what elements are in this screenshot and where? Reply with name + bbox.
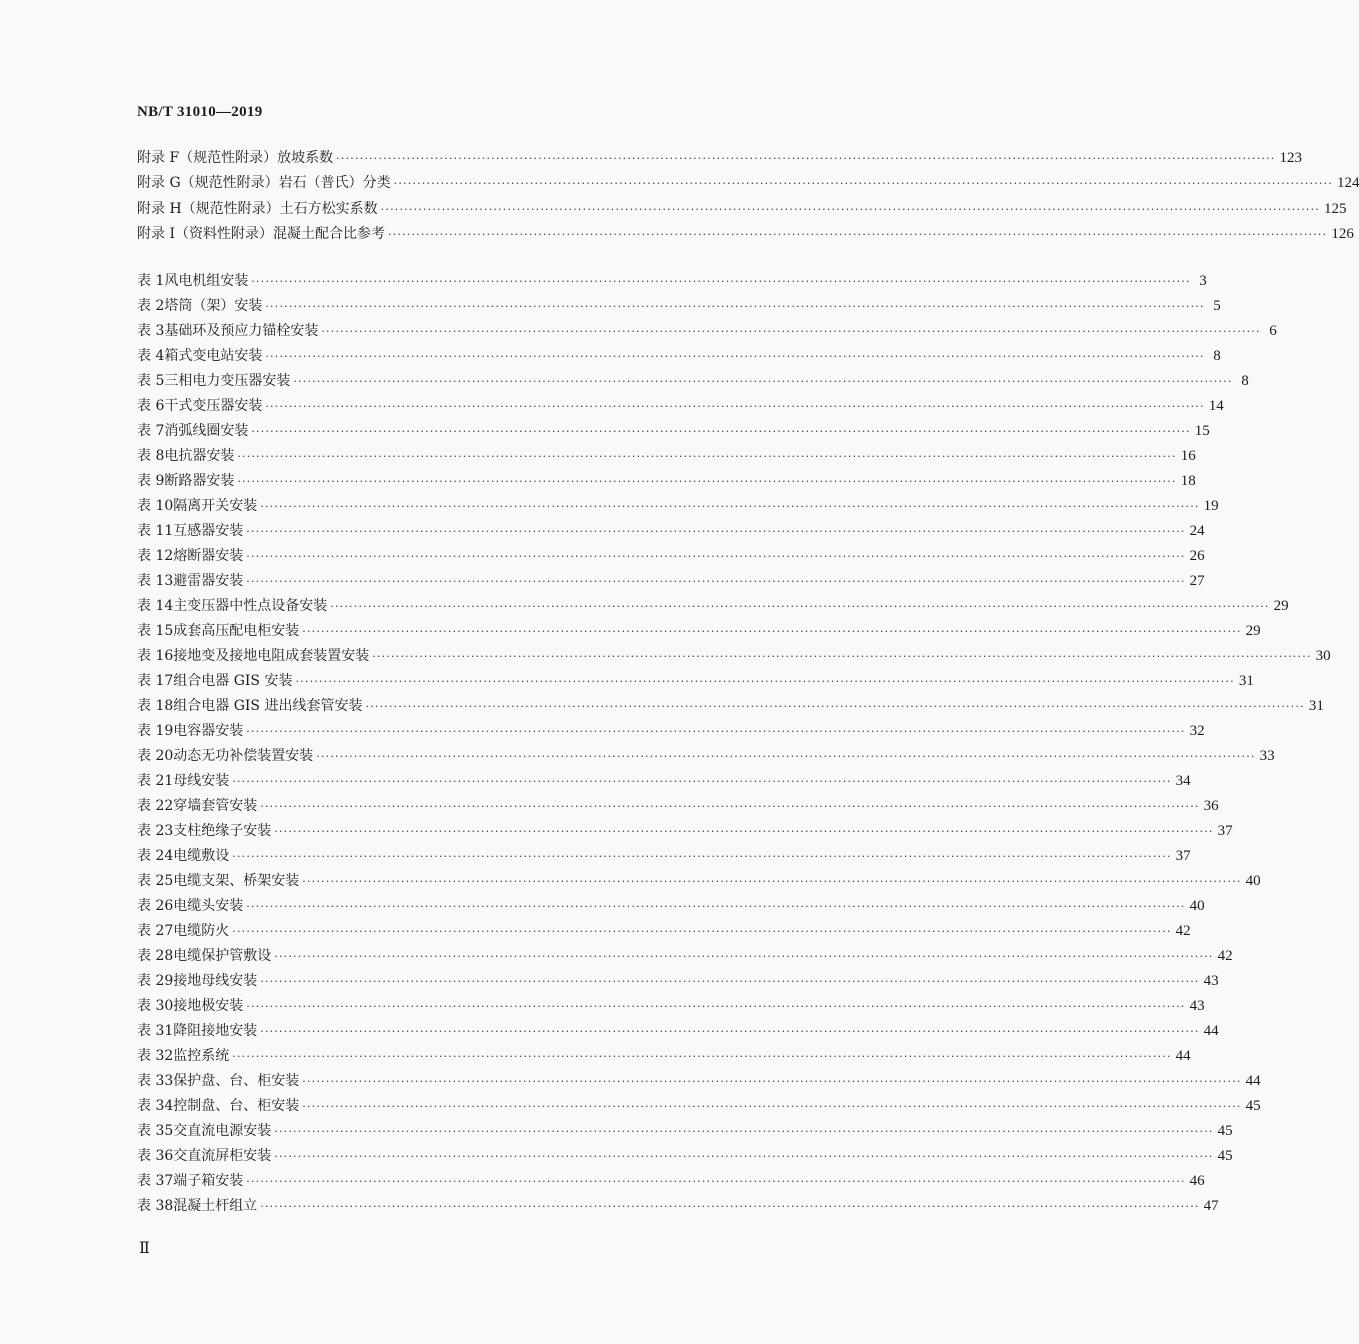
entry-title: 组合电器 GIS 安装 [173, 673, 293, 689]
entry-title: 基础环及预应力锚栓安装 [164, 323, 319, 339]
table-entry[interactable] [137, 894, 1205, 919]
entry-label: 表 4 [137, 348, 165, 364]
entry-title: 电缆支架、桥架安装 [173, 873, 300, 889]
dot-leader: ········································································································································································································ [260, 1200, 1200, 1213]
entry-label: 表 32 [137, 1048, 174, 1064]
dot-leader: ········································································································································································································ [246, 525, 1186, 538]
table-entry[interactable] [137, 344, 1221, 369]
table-entry[interactable] [137, 1094, 1261, 1119]
entry-page-number: 46 [1189, 1173, 1205, 1189]
entry-title: 穿墙套管安装 [173, 798, 258, 814]
entry-title: 降阻接地安装 [173, 1023, 258, 1039]
table-entry[interactable] [137, 394, 1224, 419]
entry-title: 干式变压器安装 [164, 398, 263, 414]
entry-page-number: 6 [1269, 323, 1277, 339]
table-entry[interactable] [137, 719, 1205, 744]
entry-page-number: 45 [1217, 1123, 1233, 1139]
entry-page-number: 36 [1203, 798, 1219, 814]
entry-label: 附录 I（资料性附录） [137, 225, 273, 242]
entry-page-number: 24 [1189, 523, 1205, 539]
entry-label: 表 37 [137, 1173, 174, 1189]
table-entry[interactable] [137, 569, 1205, 594]
table-entry[interactable] [137, 944, 1233, 969]
entry-page-number: 31 [1238, 673, 1254, 689]
dot-leader: ········································································································································································································ [330, 600, 1270, 613]
entry-title: 主变压器中性点设备安装 [173, 598, 328, 614]
dot-leader: ········································································································································································································ [260, 1025, 1200, 1038]
entry-title: 监控系统 [173, 1048, 230, 1064]
entry-page-number: 44 [1245, 1073, 1261, 1089]
entry-title: 电缆保护管敷设 [173, 948, 272, 964]
dot-leader: ········································································································································································································ [251, 425, 1191, 438]
entry-page-number: 43 [1189, 998, 1205, 1014]
table-entry[interactable] [137, 1194, 1219, 1219]
entry-title: 熔断器安装 [173, 548, 244, 564]
entry-page-number: 126 [1331, 225, 1354, 242]
entry-label: 表 23 [137, 823, 174, 839]
entry-label: 表 19 [137, 723, 174, 739]
dot-leader: ········································································································································································································ [246, 900, 1186, 913]
entry-title: 箱式变电站安装 [164, 348, 263, 364]
appendix-entry[interactable] [137, 197, 1347, 222]
table-entry[interactable] [137, 869, 1261, 894]
entry-label: 附录 F（规范性附录） [137, 150, 278, 166]
entry-title: 控制盘、台、柜安装 [173, 1098, 300, 1114]
dot-leader: ········································································································································································································ [302, 1075, 1242, 1088]
entry-label: 表 5 [137, 373, 165, 389]
dot-leader: ········································································································································································································ [251, 275, 1191, 288]
table-entry[interactable] [137, 744, 1275, 769]
entry-label: 附录 G（规范性附录） [137, 175, 279, 192]
entry-page-number: 26 [1189, 548, 1205, 564]
dot-leader: ········································································································································································································ [365, 700, 1305, 713]
table-entry[interactable] [137, 294, 1221, 319]
entry-label: 表 7 [137, 423, 165, 439]
entry-title: 塔筒（架）安装 [164, 298, 263, 314]
entry-page-number: 27 [1189, 573, 1205, 589]
dot-leader: ········································································································································································································ [302, 1100, 1242, 1113]
entry-label: 表 30 [137, 998, 174, 1014]
entry-title: 保护盘、台、柜安装 [173, 1073, 300, 1089]
table-entry[interactable] [137, 544, 1205, 569]
table-entry[interactable] [137, 669, 1254, 694]
table-entry[interactable] [137, 994, 1205, 1019]
entry-title: 岩石（普氏）分类 [278, 175, 391, 192]
dot-leader: ········································································································································································································ [372, 650, 1312, 663]
entry-title: 混凝土配合比参考 [272, 225, 385, 242]
entry-label: 表 11 [137, 523, 174, 539]
entry-title: 交直流屏柜安装 [173, 1148, 272, 1164]
entry-label: 表 25 [137, 873, 174, 889]
entry-title: 电缆防火 [173, 923, 230, 939]
entry-title: 动态无功补偿装置安装 [173, 748, 314, 764]
entry-title: 成套高压配电柜安装 [173, 623, 300, 639]
entry-page-number: 29 [1245, 623, 1261, 639]
entry-page-number: 45 [1217, 1148, 1233, 1164]
entry-page-number: 14 [1208, 398, 1224, 414]
entry-label: 表 10 [137, 498, 174, 514]
entry-title: 接地母线安装 [173, 973, 258, 989]
table-entry[interactable] [137, 319, 1277, 344]
dot-leader: ········································································································································································································ [232, 925, 1172, 938]
entry-label: 表 24 [137, 848, 174, 864]
dot-leader: ········································································································································································································ [265, 400, 1205, 413]
entry-label: 表 1 [137, 273, 165, 289]
table-entry[interactable] [137, 594, 1289, 619]
dot-leader: ········································································································································································································ [293, 375, 1233, 388]
entry-page-number: 44 [1175, 1048, 1191, 1064]
entry-page-number: 37 [1217, 823, 1233, 839]
entry-label: 表 15 [137, 623, 174, 639]
entry-label: 表 33 [137, 1073, 174, 1089]
table-entry[interactable] [137, 444, 1196, 469]
appendix-toc-list [137, 146, 1359, 247]
table-entry[interactable] [137, 844, 1191, 869]
dot-leader: ········································································································································································································ [295, 675, 1235, 688]
appendix-entry[interactable] [137, 222, 1354, 247]
entry-page-number: 19 [1203, 498, 1219, 514]
entry-label: 表 28 [137, 948, 174, 964]
table-entry[interactable] [137, 494, 1219, 519]
entry-title: 混凝土杆组立 [173, 1198, 258, 1214]
appendix-entry[interactable] [137, 146, 1302, 171]
table-toc-list [137, 269, 1331, 1219]
entry-page-number: 8 [1213, 348, 1221, 364]
entry-title: 风电机组安装 [164, 273, 249, 289]
dot-leader: ········································································································································································································ [237, 450, 1177, 463]
entry-page-number: 32 [1189, 723, 1205, 739]
entry-title: 避雷器安装 [173, 573, 244, 589]
entry-title: 电缆敷设 [173, 848, 230, 864]
entry-page-number: 15 [1194, 423, 1210, 439]
dot-leader: ········································································································································································································ [232, 850, 1172, 863]
entry-label: 表 27 [137, 923, 174, 939]
dot-leader: ········································································································································································································ [265, 350, 1205, 363]
table-entry[interactable] [137, 694, 1324, 719]
entry-title: 接地变及接地电阻成套装置安装 [173, 648, 370, 664]
entry-label: 表 17 [137, 673, 174, 689]
entry-page-number: 42 [1175, 923, 1191, 939]
entry-title: 电抗器安装 [164, 448, 235, 464]
table-entry[interactable] [137, 619, 1261, 644]
dot-leader: ········································································································································································································ [232, 1050, 1172, 1063]
entry-title: 互感器安装 [173, 523, 244, 539]
dot-leader: ········································································································································································································ [246, 1000, 1186, 1013]
table-entry[interactable] [137, 919, 1191, 944]
entry-page-number: 44 [1203, 1023, 1219, 1039]
dot-leader: ········································································································································································································ [321, 325, 1261, 338]
entry-page-number: 34 [1175, 773, 1191, 789]
entry-page-number: 42 [1217, 948, 1233, 964]
entry-label: 表 6 [137, 398, 165, 414]
entry-page-number: 125 [1324, 200, 1347, 217]
entry-label: 表 14 [137, 598, 174, 614]
entry-label: 表 9 [137, 473, 165, 489]
dot-leader: ········································································································································································································ [274, 1150, 1214, 1163]
entry-label: 表 20 [137, 748, 174, 764]
dot-leader: ········································································································································································································ [260, 975, 1200, 988]
entry-title: 放坡系数 [277, 150, 334, 166]
entry-label: 表 3 [137, 323, 165, 339]
entry-label: 表 35 [137, 1123, 174, 1139]
dot-leader: ········································································································································································································ [274, 825, 1214, 838]
entry-title: 断路器安装 [164, 473, 235, 489]
entry-page-number: 30 [1315, 648, 1331, 664]
entry-label: 表 36 [137, 1148, 174, 1164]
dot-leader: ········································································································································································································ [336, 152, 1276, 165]
table-entry[interactable] [137, 794, 1219, 819]
entry-page-number: 31 [1308, 698, 1324, 714]
entry-label: 表 18 [137, 698, 174, 714]
table-entry[interactable] [137, 1144, 1233, 1169]
dot-leader: ········································································································································································································ [316, 750, 1256, 763]
entry-label: 表 2 [137, 298, 165, 314]
entry-page-number: 45 [1245, 1098, 1261, 1114]
dot-leader: ········································································································································································································ [246, 575, 1186, 588]
entry-page-number: 124 [1336, 175, 1359, 192]
table-entry[interactable] [137, 419, 1210, 444]
entry-page-number: 43 [1203, 973, 1219, 989]
entry-page-number: 40 [1245, 873, 1261, 889]
entry-label: 附录 H（规范性附录） [137, 200, 280, 217]
entry-label: 表 16 [137, 648, 174, 664]
entry-title: 交直流电源安装 [173, 1123, 272, 1139]
dot-leader: ········································································································································································································ [246, 725, 1186, 738]
entry-page-number: 29 [1273, 598, 1289, 614]
dot-leader: ········································································································································································································ [260, 500, 1200, 513]
entry-page-number: 40 [1189, 898, 1205, 914]
entry-label: 表 8 [137, 448, 165, 464]
entry-title: 端子箱安装 [173, 1173, 244, 1189]
dot-leader: ········································································································································································································ [302, 875, 1242, 888]
table-entry[interactable] [137, 519, 1205, 544]
appendix-entry[interactable] [137, 171, 1359, 196]
entry-label: 表 22 [137, 798, 174, 814]
entry-label: 表 38 [137, 1198, 174, 1214]
table-entry[interactable] [137, 1019, 1219, 1044]
entry-label: 表 31 [137, 1023, 174, 1039]
table-entry[interactable] [137, 369, 1249, 394]
table-entry[interactable] [137, 644, 1331, 669]
dot-leader: ········································································································································································································ [232, 775, 1172, 788]
dot-leader: ········································································································································································································ [260, 800, 1200, 813]
entry-page-number: 47 [1203, 1198, 1219, 1214]
entry-title: 母线安装 [173, 773, 230, 789]
entry-page-number: 8 [1241, 373, 1249, 389]
table-entry[interactable] [137, 269, 1207, 294]
entry-title: 三相电力变压器安装 [164, 373, 291, 389]
entry-title: 支柱绝缘子安装 [173, 823, 272, 839]
document-code-header: NB/T 31010—2019 [137, 104, 263, 120]
entry-page-number: 3 [1199, 273, 1207, 289]
dot-leader: ········································································································································································································ [246, 550, 1186, 563]
entry-page-number: 33 [1259, 748, 1275, 764]
entry-label: 表 12 [137, 548, 174, 564]
entry-label: 表 26 [137, 898, 174, 914]
table-entry[interactable] [137, 1119, 1233, 1144]
table-entry[interactable] [137, 769, 1191, 794]
entry-label: 表 34 [137, 1098, 174, 1114]
dot-leader: ········································································································································································································ [274, 950, 1214, 963]
dot-leader: ········································································································································································································ [387, 227, 1328, 241]
table-entry[interactable] [137, 1044, 1191, 1069]
table-entry[interactable] [137, 819, 1233, 844]
dot-leader: ········································································································································································································ [393, 177, 1333, 191]
entry-title: 电容器安装 [173, 723, 244, 739]
dot-leader: ········································································································································································································ [237, 475, 1177, 488]
table-entry[interactable] [137, 469, 1196, 494]
entry-page-number: 16 [1180, 448, 1196, 464]
dot-leader: ········································································································································································································ [274, 1125, 1214, 1138]
entry-label: 表 29 [137, 973, 174, 989]
table-entry[interactable] [137, 969, 1219, 994]
entry-page-number: 123 [1279, 150, 1302, 166]
dot-leader: ········································································································································································································ [380, 202, 1320, 216]
dot-leader: ········································································································································································································ [246, 1175, 1186, 1188]
dot-leader: ········································································································································································································ [302, 625, 1242, 638]
entry-label: 表 13 [137, 573, 174, 589]
entry-page-number: 18 [1180, 473, 1196, 489]
entry-title: 消弧线圈安装 [164, 423, 249, 439]
entry-title: 接地极安装 [173, 998, 244, 1014]
entry-title: 组合电器 GIS 进出线套管安装 [173, 698, 363, 714]
entry-page-number: 37 [1175, 848, 1191, 864]
dot-leader: ········································································································································································································ [265, 300, 1205, 313]
entry-title: 隔离开关安装 [173, 498, 258, 514]
entry-label: 表 21 [137, 773, 174, 789]
table-entry[interactable] [137, 1169, 1205, 1194]
page-folio: Ⅱ [139, 1240, 150, 1257]
table-entry[interactable] [137, 1069, 1261, 1094]
entry-page-number: 5 [1213, 298, 1221, 314]
entry-title: 土石方松实系数 [279, 200, 378, 217]
entry-title: 电缆头安装 [173, 898, 244, 914]
